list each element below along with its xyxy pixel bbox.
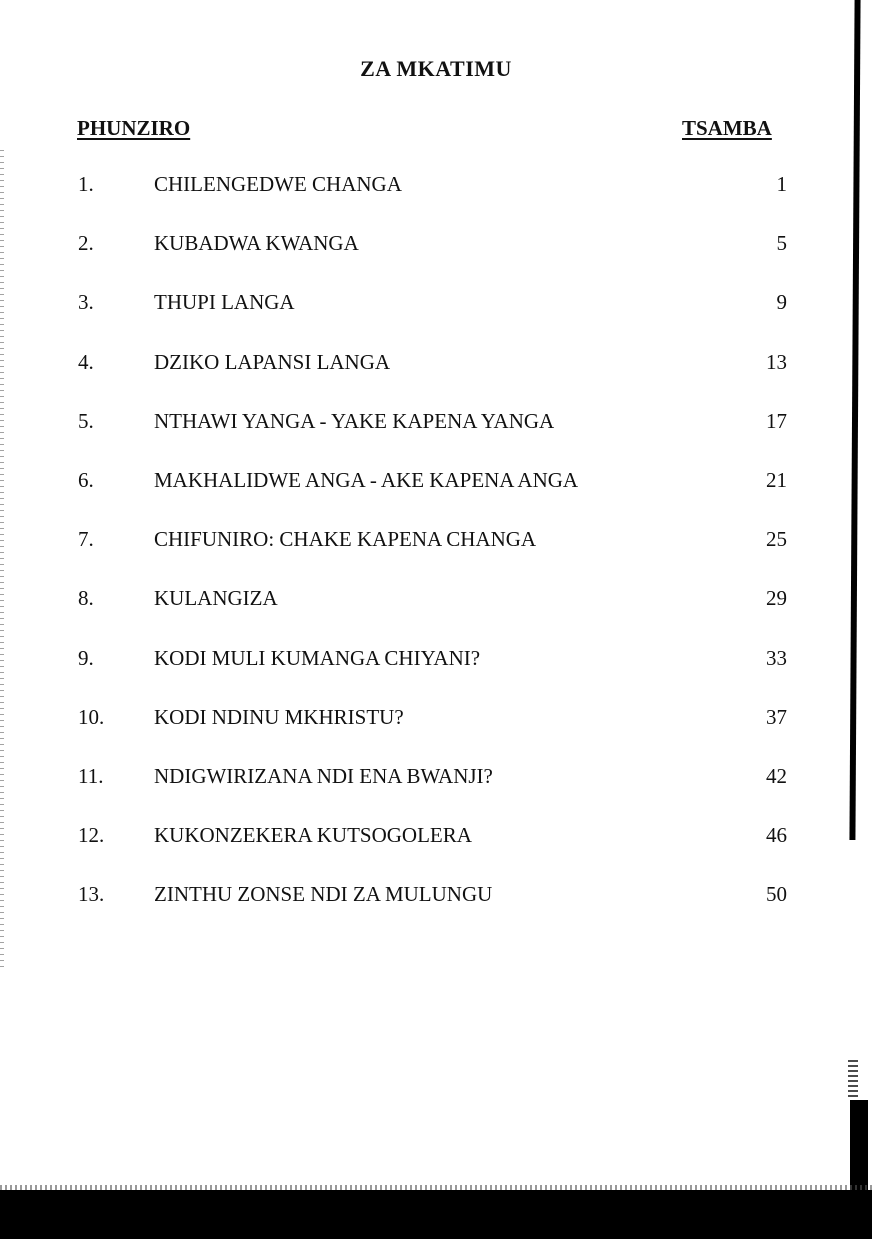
entry-page: 29 — [766, 586, 787, 611]
toc-entry — [0, 350, 872, 409]
entry-number: 2. — [78, 231, 94, 256]
entry-page: 21 — [766, 467, 787, 492]
scan-speckle — [848, 1060, 858, 1100]
toc-entry — [0, 231, 872, 290]
entry-page: 9 — [776, 290, 787, 315]
entry-page: 33 — [766, 645, 787, 670]
entry-title: MAKHALIDWE ANGA - AKE KAPENA ANGA — [154, 467, 579, 492]
entry-page: 37 — [766, 704, 787, 729]
entry-number: 1. — [78, 172, 94, 196]
entry-title: THUPI LANGA — [154, 290, 295, 315]
entry-title: CHIFUNIRO: CHAKE KAPENA CHANGA — [154, 527, 537, 552]
entry-title: KUKONZEKERA KUTSOGOLERA — [154, 823, 472, 848]
entry-page: 5 — [776, 231, 787, 256]
toc-entry — [0, 172, 872, 231]
entry-title: DZIKO LAPANSI LANGA — [154, 349, 391, 374]
entry-title: KODI MULI KUMANGA CHIYANI? — [154, 645, 481, 670]
entry-title: NTHAWI YANGA - YAKE KAPENA YANGA — [154, 408, 555, 433]
page-title: ZA MKATIMU — [360, 56, 512, 81]
toc-entry — [0, 823, 872, 882]
entry-number: 3. — [78, 290, 94, 315]
entry-title: KULANGIZA — [154, 586, 278, 611]
entry-number: 5. — [78, 408, 94, 433]
entry-number: 7. — [78, 527, 94, 552]
entry-title: KODI NDINU MKHRISTU? — [154, 704, 404, 729]
entry-page: 50 — [766, 882, 787, 907]
entry-page: 13 — [766, 349, 787, 374]
entry-number: 8. — [78, 586, 94, 611]
toc-entry — [0, 527, 872, 586]
entry-number: 12. — [78, 823, 105, 848]
toc-entry — [0, 646, 872, 705]
column-header-page: TSAMBA — [682, 116, 772, 140]
entry-number: 9. — [78, 645, 94, 670]
column-header-lesson: PHUNZIRO — [77, 116, 191, 140]
toc-entry — [0, 764, 872, 823]
toc-entry — [0, 882, 872, 941]
scan-border-bottom — [0, 1190, 872, 1239]
entry-title: KUBADWA KWANGA — [154, 231, 359, 256]
entry-number: 6. — [78, 467, 94, 492]
entry-number: 10. — [78, 704, 105, 729]
entry-page: 42 — [766, 763, 787, 788]
scan-shadow-block — [850, 1100, 868, 1190]
entry-number: 11. — [78, 763, 104, 788]
entry-title: CHILENGEDWE CHANGA — [154, 172, 402, 196]
toc-entry — [0, 468, 872, 527]
entry-title: ZINTHU ZONSE NDI ZA MULUNGU — [154, 882, 493, 907]
entry-page: 1 — [776, 172, 787, 196]
entry-page: 17 — [766, 408, 787, 433]
entry-number: 4. — [78, 349, 94, 374]
toc-entry — [0, 290, 872, 349]
toc-entry — [0, 586, 872, 645]
table-of-contents — [0, 172, 872, 941]
toc-entry — [0, 409, 872, 468]
entry-number: 13. — [78, 882, 105, 907]
entry-page: 25 — [766, 527, 787, 552]
toc-entry — [0, 705, 872, 764]
entry-title: NDIGWIRIZANA NDI ENA BWANJI? — [154, 763, 493, 788]
entry-page: 46 — [766, 823, 787, 848]
